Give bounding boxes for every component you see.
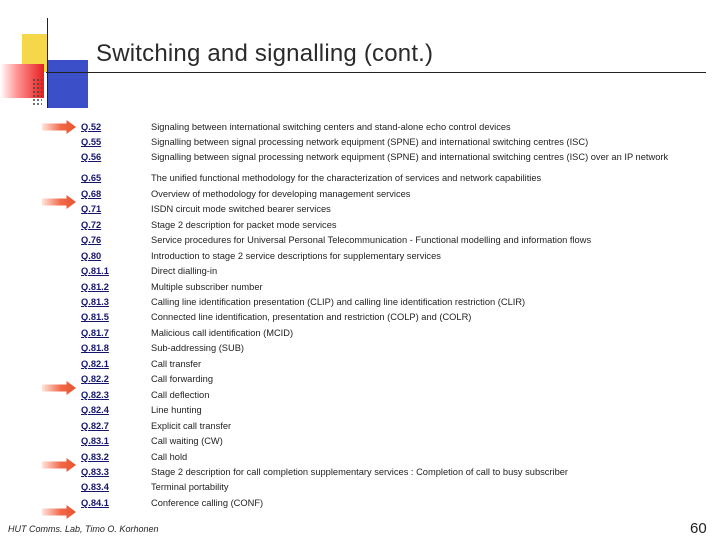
recommendation-link[interactable]: Q.55 <box>81 137 102 148</box>
recommendation-title: Calling line identification presentation (CLIP) and calling line identification restriction (CLIR) <box>151 297 526 308</box>
recommendation-title: Conference calling (CONF) <box>151 497 264 508</box>
recommendation-link[interactable]: Q.82.2 <box>81 374 109 385</box>
title-underline <box>46 72 706 73</box>
list-item <box>81 120 701 135</box>
list-item <box>81 450 701 465</box>
recommendation-title: Introduction to stage 2 service descriptions for supplementary services <box>151 250 441 261</box>
recommendation-title: Connected line identification, presentation and restriction (COLP) and (COLR) <box>151 312 472 323</box>
recommendation-title: Signalling between signal processing network equipment (SPNE) and international switching centres (ISC) <box>151 137 589 148</box>
recommendation-link[interactable]: Q.83.3 <box>81 467 109 478</box>
list-item <box>81 310 701 325</box>
list-item <box>81 403 701 418</box>
highlight-arrow-icon <box>42 458 76 472</box>
recommendation-list <box>81 120 701 511</box>
recommendation-title: Stage 2 description for call completion supplementary services : Completion of call to busy subscriber <box>151 467 569 478</box>
recommendation-title: Call deflection <box>151 389 210 400</box>
page-title: Switching and signalling (cont.) <box>96 40 434 67</box>
decor-blue-square <box>48 60 88 108</box>
highlight-arrow-icon <box>42 195 76 209</box>
recommendation-title: Call hold <box>151 451 188 462</box>
recommendation-link[interactable]: Q.68 <box>81 188 102 199</box>
list-item <box>81 496 701 511</box>
recommendation-link[interactable]: Q.81.2 <box>81 281 109 292</box>
highlight-arrow-icon <box>42 505 76 519</box>
recommendation-link[interactable]: Q.81.7 <box>81 327 109 338</box>
list-item <box>81 419 701 434</box>
recommendation-title: Malicious call identification (MCID) <box>151 327 294 338</box>
recommendation-link[interactable]: Q.81.5 <box>81 312 109 323</box>
recommendation-title: Stage 2 description for packet mode services <box>151 219 337 230</box>
list-item <box>81 357 701 372</box>
recommendation-title: Overview of methodology for developing management services <box>151 188 411 199</box>
list-item <box>81 218 701 233</box>
list-item <box>81 187 701 202</box>
recommendation-link[interactable]: Q.71 <box>81 204 102 215</box>
recommendation-link[interactable]: Q.56 <box>81 151 102 162</box>
recommendation-title: Call transfer <box>151 358 202 369</box>
list-item <box>81 434 701 449</box>
list-item <box>81 280 701 295</box>
recommendation-title: Terminal portability <box>151 482 229 493</box>
recommendation-link[interactable]: Q.82.4 <box>81 405 109 416</box>
list-item <box>81 326 701 341</box>
recommendation-link[interactable]: Q.65 <box>81 173 102 184</box>
list-item <box>81 341 701 356</box>
recommendation-link[interactable]: Q.72 <box>81 219 102 230</box>
recommendation-link[interactable]: Q.83.1 <box>81 436 109 447</box>
recommendation-title: Call forwarding <box>151 374 214 385</box>
list-item <box>81 465 701 480</box>
list-item <box>81 249 701 264</box>
recommendation-title: Signalling between signal processing network equipment (SPNE) and international switching centres (ISC) over an IP network <box>151 151 669 162</box>
list-item <box>81 264 701 279</box>
highlight-arrow-icon <box>42 120 76 134</box>
recommendation-title: Signaling between international switching centers and stand-alone echo control devices <box>151 122 511 132</box>
recommendation-title: Direct dialling-in <box>151 266 218 277</box>
highlight-arrow-icon <box>42 381 76 395</box>
list-item <box>81 233 701 248</box>
list-item <box>81 171 701 186</box>
decor-vertical-line <box>47 18 48 108</box>
recommendation-link[interactable]: Q.82.1 <box>81 358 109 369</box>
recommendation-title: ISDN circuit mode switched bearer services <box>151 204 331 215</box>
recommendation-link[interactable]: Q.76 <box>81 235 102 246</box>
recommendation-title: Call waiting (CW) <box>151 436 223 447</box>
recommendation-title: The unified functional methodology for the characterization of services and network capabilities <box>151 173 542 184</box>
list-item <box>81 295 701 310</box>
list-item <box>81 480 701 495</box>
recommendation-link[interactable]: Q.83.2 <box>81 451 109 462</box>
recommendation-link[interactable]: Q.81.3 <box>81 297 109 308</box>
decor-dot-pattern <box>32 78 42 106</box>
recommendation-title: Service procedures for Universal Personal Telecommunication - Functional modelling and information flows <box>151 235 592 246</box>
recommendation-link[interactable]: Q.83.4 <box>81 482 109 493</box>
recommendation-link[interactable]: Q.84.1 <box>81 497 109 508</box>
recommendation-link[interactable]: Q.82.7 <box>81 420 109 431</box>
recommendation-title: Sub-addressing (SUB) <box>151 343 245 354</box>
recommendation-title: Line hunting <box>151 405 202 416</box>
list-item <box>81 372 701 387</box>
list-item <box>81 388 701 403</box>
recommendation-link[interactable]: Q.82.3 <box>81 389 109 400</box>
recommendation-link[interactable]: Q.81.1 <box>81 266 109 277</box>
recommendation-title: Explicit call transfer <box>151 420 232 431</box>
list-item <box>81 202 701 217</box>
list-item <box>81 151 701 164</box>
list-item <box>81 135 701 150</box>
footer-credit: HUT Comms. Lab, Timo O. Korhonen <box>8 524 159 534</box>
recommendation-link[interactable]: Q.52 <box>81 122 102 132</box>
recommendation-link[interactable]: Q.81.8 <box>81 343 109 354</box>
recommendation-link[interactable]: Q.80 <box>81 250 102 261</box>
page-number: 60 <box>690 520 707 537</box>
recommendation-title: Multiple subscriber number <box>151 281 263 292</box>
